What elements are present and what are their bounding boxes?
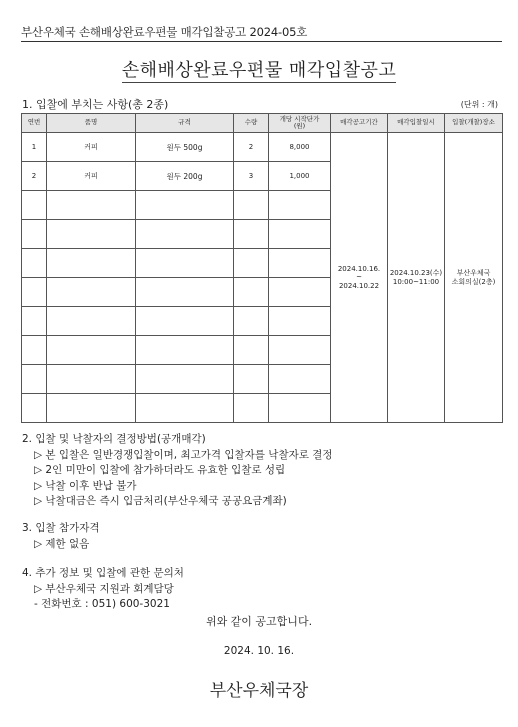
section3-item: ▷ 제한 없음 xyxy=(34,537,90,550)
section2-item: ▷ 낙찰 이후 반납 불가 xyxy=(34,479,137,492)
cell-name: 커피 xyxy=(47,162,136,191)
announcement-date: 2024. 10. 16. xyxy=(223,645,295,657)
cell-price: 8,000 xyxy=(269,133,331,162)
page-title xyxy=(0,56,518,82)
cell-spec: 원두 500g xyxy=(136,133,234,162)
table-row xyxy=(22,133,503,162)
cell-period: 2024.10.16. ~ 2024.10.22 xyxy=(331,133,388,423)
section3-heading: 3. 입찰 참가자격 xyxy=(22,522,100,534)
col-header-datetime: 매각입찰일시 xyxy=(388,114,445,133)
col-header-spec: 규격 xyxy=(136,114,234,133)
col-header-qty: 수량 xyxy=(234,114,269,133)
section4-contact: ▷ 부산우체국 지원과 회계담당 xyxy=(34,582,174,595)
section2-item: ▷ 본 입찰은 일반경쟁입찰이며, 최고가격 입찰자를 낙찰자로 결정 xyxy=(34,448,333,461)
col-header-place: 입찰(개찰)장소 xyxy=(445,114,503,133)
col-header-period: 매각공고기간 xyxy=(331,114,388,133)
section2-item: ▷ 2인 미만이 입찰에 참가하더라도 유효한 입찰로 성립 xyxy=(34,464,286,477)
cell-qty: 3 xyxy=(234,162,269,191)
table-header-row xyxy=(22,114,503,133)
section4-phone: - 전화번호 : 051) 600-3021 xyxy=(34,598,170,611)
issuer-name: 부산우체국장 xyxy=(209,681,309,701)
cell-place: 부산우체국 소회의실(2층) xyxy=(445,133,503,423)
col-header-no: 연번 xyxy=(22,114,47,133)
cell-no: 1 xyxy=(22,133,47,162)
section2 xyxy=(22,432,333,510)
cell-price: 1,000 xyxy=(269,162,331,191)
col-header-price: 개당 시작단가 (원) xyxy=(269,114,331,133)
section2-item: ▷ 낙찰대금은 즉시 입금처리(부산우체국 공공요금계좌) xyxy=(34,495,287,508)
unit-note: (단위 : 개) xyxy=(460,100,498,109)
section3 xyxy=(22,521,100,552)
col-header-name: 품명 xyxy=(47,114,136,133)
cell-name: 커피 xyxy=(47,133,136,162)
page-title-text: 손해배상완료우편물 매각입찰공고 xyxy=(121,60,397,81)
section2-heading: 2. 입찰 및 낙찰자의 결정방법(공개매각) xyxy=(22,433,206,445)
cell-no: 2 xyxy=(22,162,47,191)
section4 xyxy=(22,566,184,613)
bid-items-table xyxy=(21,113,503,423)
section4-heading: 4. 추가 정보 및 입찰에 관한 문의처 xyxy=(22,567,184,579)
document-header: 부산우체국 손해배상완료우편물 매각입찰공고 2024-05호 xyxy=(21,25,308,39)
header-divider xyxy=(21,41,502,42)
cell-bid-datetime: 2024.10.23(수) 10:00~11:00 xyxy=(388,133,445,423)
cell-qty: 2 xyxy=(234,133,269,162)
notice-text: 위와 같이 공고합니다. xyxy=(205,615,313,628)
cell-spec: 원두 200g xyxy=(136,162,234,191)
section1-heading: 1. 입찰에 부치는 사항(총 2종) xyxy=(22,98,169,111)
